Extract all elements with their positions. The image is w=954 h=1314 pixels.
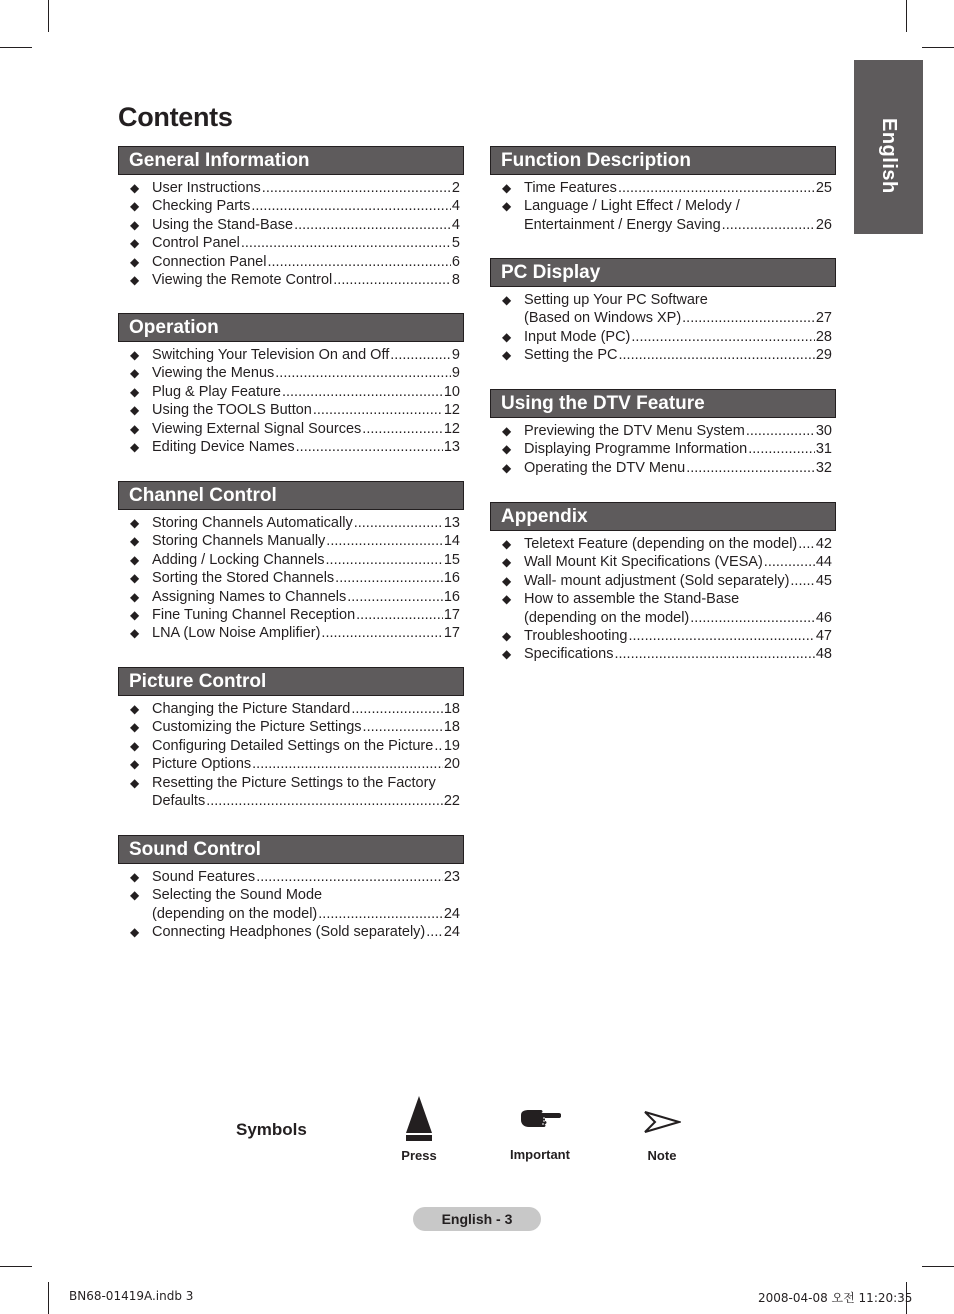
toc-list xyxy=(118,700,464,810)
entry-title: Troubleshooting xyxy=(524,627,628,644)
entry-title: Using the TOOLS Button xyxy=(152,402,312,419)
page-number: 29 xyxy=(815,347,832,364)
page-number: 45 xyxy=(815,572,832,589)
page-number: 19 xyxy=(443,737,460,754)
entry-title: Control Panel xyxy=(152,235,240,252)
page-number: 22 xyxy=(443,792,460,809)
toc-entry[interactable] xyxy=(490,627,836,645)
section-heading: Channel Control xyxy=(118,481,464,510)
dot-leader xyxy=(434,737,443,755)
page-number: 6 xyxy=(451,253,460,270)
page-number: 18 xyxy=(443,701,460,717)
entry-title: Viewing the Menus xyxy=(152,365,275,382)
entry-title: Displaying Programme Information xyxy=(524,441,748,458)
toc-list xyxy=(118,514,464,643)
diamond-bullet-icon: ◆ xyxy=(502,555,512,570)
page-number: 24 xyxy=(443,924,460,941)
diamond-bullet-icon: ◆ xyxy=(130,366,140,381)
toc-list xyxy=(490,422,836,477)
toc-list xyxy=(118,179,464,289)
diamond-bullet-icon: ◆ xyxy=(130,199,140,214)
toc-entry[interactable] xyxy=(118,216,464,234)
toc-entry[interactable] xyxy=(118,886,464,904)
dot-leader xyxy=(631,328,814,346)
toc-entry[interactable] xyxy=(118,253,464,271)
dot-leader xyxy=(252,755,443,773)
arrowhead-icon xyxy=(643,1110,681,1134)
entry-title: Connection Panel xyxy=(152,253,267,270)
entry-title: (depending on the model) xyxy=(152,905,318,922)
diamond-bullet-icon: ◆ xyxy=(502,592,512,607)
diamond-bullet-icon: ◆ xyxy=(130,589,140,604)
dot-leader xyxy=(326,551,443,569)
diamond-bullet-icon: ◆ xyxy=(502,348,512,363)
dot-leader xyxy=(356,606,443,624)
entry-title: Operating the DTV Menu xyxy=(524,459,686,476)
entry-title: Storing Channels Manually xyxy=(152,533,326,550)
toc-entry[interactable] xyxy=(118,197,464,215)
dot-leader xyxy=(686,459,815,477)
toc-entry[interactable] xyxy=(118,438,464,456)
dot-leader xyxy=(347,588,443,606)
note-caption: Note xyxy=(647,1148,677,1163)
diamond-bullet-icon: ◆ xyxy=(502,424,512,438)
toc-entry-continuation[interactable] xyxy=(118,905,464,923)
entry-title: Sound Features xyxy=(152,869,256,885)
diamond-bullet-icon: ◆ xyxy=(130,870,140,884)
entry-title: Specifications xyxy=(524,646,614,663)
entry-title: Plug & Play Feature xyxy=(152,383,281,400)
page-number-badge: English - 3 xyxy=(413,1207,541,1231)
diamond-bullet-icon: ◆ xyxy=(130,571,140,586)
page-number: 24 xyxy=(443,905,460,922)
dot-leader xyxy=(267,253,450,271)
diamond-bullet-icon: ◆ xyxy=(130,534,140,549)
dot-leader xyxy=(351,700,443,718)
toc-section xyxy=(118,835,464,942)
dot-leader xyxy=(206,792,443,810)
toc-entry[interactable] xyxy=(490,291,836,309)
page-number: 5 xyxy=(451,235,460,252)
entry-title: Storing Channels Automatically xyxy=(152,515,353,531)
toc-entry[interactable] xyxy=(490,553,836,571)
important-caption: Important xyxy=(510,1147,570,1162)
entry-title: Wall- mount adjustment (Sold separately) xyxy=(524,572,790,589)
entry-title: User Instructions xyxy=(152,180,261,196)
dot-leader xyxy=(256,868,443,886)
print-file-info: BN68-01419A.indb 3 xyxy=(69,1289,194,1303)
dot-leader xyxy=(764,553,815,571)
dot-leader xyxy=(354,514,443,532)
toc-entry-continuation[interactable] xyxy=(490,216,836,234)
diamond-bullet-icon: ◆ xyxy=(130,348,140,362)
dot-leader xyxy=(614,645,814,663)
entry-title: Adding / Locking Channels xyxy=(152,551,325,568)
entry-title: Viewing the Remote Control xyxy=(152,271,333,288)
page-number: 12 xyxy=(443,402,460,419)
diamond-bullet-icon: ◆ xyxy=(130,516,140,530)
press-icon xyxy=(403,1095,435,1143)
toc-entry[interactable] xyxy=(118,624,464,642)
entry-title: Fine Tuning Channel Reception xyxy=(152,606,356,623)
entry-title: Using the Stand-Base xyxy=(152,216,294,233)
page-number: 16 xyxy=(443,588,460,605)
important-symbol xyxy=(500,1107,580,1162)
section-heading: Function Description xyxy=(490,146,836,175)
entry-title: Viewing External Signal Sources xyxy=(152,420,362,437)
toc-entry[interactable] xyxy=(490,645,836,663)
toc-entry[interactable] xyxy=(118,774,464,792)
entry-title: Defaults xyxy=(152,792,206,809)
dot-leader xyxy=(313,401,443,419)
diamond-bullet-icon: ◆ xyxy=(502,181,512,195)
page-number: 16 xyxy=(443,570,460,587)
section-heading: General Information xyxy=(118,146,464,175)
toc-entry[interactable] xyxy=(118,755,464,773)
diamond-bullet-icon: ◆ xyxy=(130,272,140,287)
diamond-bullet-icon: ◆ xyxy=(502,199,512,214)
page-number: 25 xyxy=(815,180,832,196)
toc-entry[interactable] xyxy=(490,459,836,477)
toc-list xyxy=(118,346,464,456)
toc-entry[interactable] xyxy=(490,346,836,364)
page-number: 13 xyxy=(443,515,460,531)
toc-entry[interactable] xyxy=(118,532,464,550)
symbols-label: Symbols xyxy=(236,1120,307,1139)
page-number: 2 xyxy=(451,180,460,196)
entry-title: Resetting the Picture Settings to the Factory xyxy=(152,774,436,791)
toc-list xyxy=(490,535,836,664)
entry-title: Setting up Your PC Software xyxy=(524,292,708,308)
dot-leader xyxy=(690,609,815,627)
toc-section xyxy=(118,313,464,456)
toc-entry[interactable] xyxy=(118,420,464,438)
dot-leader xyxy=(362,420,443,438)
dot-leader xyxy=(262,179,451,197)
toc-section xyxy=(490,502,836,664)
toc-entry-continuation[interactable] xyxy=(490,609,836,627)
diamond-bullet-icon: ◆ xyxy=(130,888,140,903)
entry-title: How to assemble the Stand-Base xyxy=(524,591,740,608)
crop-mark xyxy=(0,1266,32,1267)
dot-leader xyxy=(294,216,451,234)
entry-title: Wall Mount Kit Specifications (VESA) xyxy=(524,554,763,571)
crop-mark xyxy=(0,47,32,48)
toc-entry[interactable] xyxy=(118,737,464,755)
page-number: 23 xyxy=(443,869,460,885)
toc-entry[interactable] xyxy=(490,328,836,346)
page-number: 10 xyxy=(443,383,460,400)
dot-leader xyxy=(746,422,815,440)
entry-title: Previewing the DTV Menu System xyxy=(524,423,745,439)
diamond-bullet-icon: ◆ xyxy=(502,460,512,475)
page-number: 8 xyxy=(451,271,460,288)
toc-entry[interactable] xyxy=(490,422,836,440)
dot-leader xyxy=(619,346,815,364)
page-title: Contents xyxy=(118,102,233,132)
toc-section xyxy=(118,481,464,643)
diamond-bullet-icon: ◆ xyxy=(502,442,512,457)
dot-leader xyxy=(275,364,451,382)
page-number: 28 xyxy=(815,328,832,345)
page-number: 14 xyxy=(443,533,460,550)
toc-entry-continuation[interactable] xyxy=(490,309,836,327)
toc-section xyxy=(490,258,836,365)
dot-leader xyxy=(282,383,443,401)
page-number: 26 xyxy=(815,216,832,233)
dot-leader xyxy=(335,569,443,587)
diamond-bullet-icon: ◆ xyxy=(130,217,140,232)
page-number: 4 xyxy=(451,216,460,233)
page-number: 30 xyxy=(815,423,832,439)
diamond-bullet-icon: ◆ xyxy=(130,236,140,251)
print-date-info: 2008-04-08 오전 11:20:35 xyxy=(758,1291,913,1305)
diamond-bullet-icon: ◆ xyxy=(130,439,140,454)
entry-title: Configuring Detailed Settings on the Picture xyxy=(152,737,434,754)
toc-entry[interactable] xyxy=(490,179,836,197)
entry-title: Switching Your Television On and Off xyxy=(152,347,390,363)
entry-title: Time Features xyxy=(524,180,617,196)
entry-title: (depending on the model) xyxy=(524,609,690,626)
dot-leader xyxy=(426,923,443,941)
page-number: 48 xyxy=(815,646,832,663)
toc-entry[interactable] xyxy=(118,179,464,197)
toc-entry[interactable] xyxy=(490,440,836,458)
diamond-bullet-icon: ◆ xyxy=(130,384,140,399)
toc-list xyxy=(490,179,836,234)
diamond-bullet-icon: ◆ xyxy=(130,720,140,735)
entry-title: Entertainment / Energy Saving xyxy=(524,216,721,233)
toc-entry[interactable] xyxy=(118,923,464,941)
page-number: 31 xyxy=(815,441,832,458)
toc-entry-continuation[interactable] xyxy=(118,792,464,810)
section-heading: Sound Control xyxy=(118,835,464,864)
diamond-bullet-icon: ◆ xyxy=(502,647,512,662)
section-heading: Appendix xyxy=(490,502,836,531)
dot-leader xyxy=(748,440,815,458)
toc-entry[interactable] xyxy=(490,535,836,553)
crop-mark xyxy=(922,1266,954,1267)
toc-entry[interactable] xyxy=(118,383,464,401)
entry-title: Checking Parts xyxy=(152,198,251,215)
diamond-bullet-icon: ◆ xyxy=(130,702,140,716)
page-number: 27 xyxy=(815,310,832,327)
dot-leader xyxy=(333,271,451,289)
page-number: 15 xyxy=(443,551,460,568)
crop-mark xyxy=(922,47,954,48)
toc-entry[interactable] xyxy=(118,514,464,532)
dot-leader xyxy=(251,197,451,215)
entry-title: Setting the PC xyxy=(524,347,618,364)
dot-leader xyxy=(326,532,443,550)
diamond-bullet-icon: ◆ xyxy=(130,757,140,772)
entry-title: Teletext Feature (depending on the model) xyxy=(524,536,798,552)
page-number: 18 xyxy=(443,719,460,736)
diamond-bullet-icon: ◆ xyxy=(130,925,140,940)
crop-mark xyxy=(48,1282,49,1314)
section-heading: Operation xyxy=(118,313,464,342)
section-heading: Picture Control xyxy=(118,667,464,696)
toc-entry[interactable] xyxy=(118,551,464,569)
toc-entry[interactable] xyxy=(118,364,464,382)
toc-entry[interactable] xyxy=(118,718,464,736)
toc-entry[interactable] xyxy=(118,868,464,886)
entry-title: LNA (Low Noise Amplifier) xyxy=(152,625,321,642)
page-number: 9 xyxy=(451,347,460,363)
page-number: 42 xyxy=(815,536,832,552)
diamond-bullet-icon: ◆ xyxy=(130,552,140,567)
note-symbol xyxy=(640,1110,684,1163)
toc-entry[interactable] xyxy=(118,700,464,718)
dot-leader xyxy=(798,535,815,553)
diamond-bullet-icon: ◆ xyxy=(130,626,140,641)
toc-entry[interactable] xyxy=(118,346,464,364)
page-number: 44 xyxy=(815,554,832,571)
crop-mark xyxy=(48,0,49,32)
language-label: English xyxy=(878,118,900,194)
diamond-bullet-icon: ◆ xyxy=(502,573,512,588)
language-side-tab xyxy=(854,60,923,234)
entry-title: Changing the Picture Standard xyxy=(152,701,351,717)
entry-title: (Based on Windows XP) xyxy=(524,310,682,327)
dot-leader xyxy=(390,346,451,364)
diamond-bullet-icon: ◆ xyxy=(130,738,140,753)
toc-section xyxy=(118,667,464,810)
entry-title: Customizing the Picture Settings xyxy=(152,719,362,736)
toc-entry[interactable] xyxy=(490,572,836,590)
diamond-bullet-icon: ◆ xyxy=(130,181,140,195)
toc-entry[interactable] xyxy=(118,606,464,624)
page-number: 12 xyxy=(443,420,460,437)
section-heading: Using the DTV Feature xyxy=(490,389,836,418)
page-number: 20 xyxy=(443,756,460,773)
diamond-bullet-icon: ◆ xyxy=(130,775,140,790)
page-number: 32 xyxy=(815,459,832,476)
toc-entry[interactable] xyxy=(118,234,464,252)
toc-entry[interactable] xyxy=(118,569,464,587)
toc-entry[interactable] xyxy=(118,271,464,289)
entry-title: Editing Device Names xyxy=(152,438,295,455)
dot-leader xyxy=(363,718,443,736)
toc-list xyxy=(490,291,836,365)
diamond-bullet-icon: ◆ xyxy=(502,537,512,551)
diamond-bullet-icon: ◆ xyxy=(502,293,512,307)
dot-leader xyxy=(628,627,814,645)
toc-section xyxy=(490,146,836,234)
page-number: 47 xyxy=(815,627,832,644)
entry-title: Sorting the Stored Channels xyxy=(152,570,335,587)
page-number: 46 xyxy=(815,609,832,626)
diamond-bullet-icon: ◆ xyxy=(130,254,140,269)
dot-leader xyxy=(790,572,814,590)
pointing-hand-icon xyxy=(519,1107,561,1131)
dot-leader xyxy=(682,309,815,327)
diamond-bullet-icon: ◆ xyxy=(130,607,140,622)
toc-section xyxy=(118,146,464,289)
toc-section xyxy=(490,389,836,477)
section-heading: PC Display xyxy=(490,258,836,287)
toc-entry[interactable] xyxy=(490,590,836,608)
entry-title: Selecting the Sound Mode xyxy=(152,887,323,904)
page-number: 17 xyxy=(443,625,460,642)
dot-leader xyxy=(618,179,815,197)
toc-entry[interactable] xyxy=(118,401,464,419)
toc-entry[interactable] xyxy=(490,197,836,215)
diamond-bullet-icon: ◆ xyxy=(130,421,140,436)
dot-leader xyxy=(321,624,442,642)
page-number: 13 xyxy=(443,438,460,455)
toc-list xyxy=(118,868,464,942)
crop-mark xyxy=(906,0,907,32)
diamond-bullet-icon: ◆ xyxy=(130,403,140,418)
page-number: 9 xyxy=(451,365,460,382)
entry-title: Assigning Names to Channels xyxy=(152,588,347,605)
diamond-bullet-icon: ◆ xyxy=(502,329,512,344)
press-symbol xyxy=(398,1095,440,1163)
toc-entry[interactable] xyxy=(118,588,464,606)
diamond-bullet-icon: ◆ xyxy=(502,628,512,643)
press-caption: Press xyxy=(401,1148,437,1163)
page-number: 17 xyxy=(443,606,460,623)
dot-leader xyxy=(296,438,443,456)
page-number: 4 xyxy=(451,198,460,215)
dot-leader xyxy=(722,216,815,234)
entry-title: Input Mode (PC) xyxy=(524,328,631,345)
dot-leader xyxy=(318,905,443,923)
dot-leader xyxy=(241,234,451,252)
entry-title: Connecting Headphones (Sold separately) xyxy=(152,924,426,941)
entry-title: Picture Options xyxy=(152,756,252,773)
entry-title: Language / Light Effect / Melody / xyxy=(524,198,740,215)
